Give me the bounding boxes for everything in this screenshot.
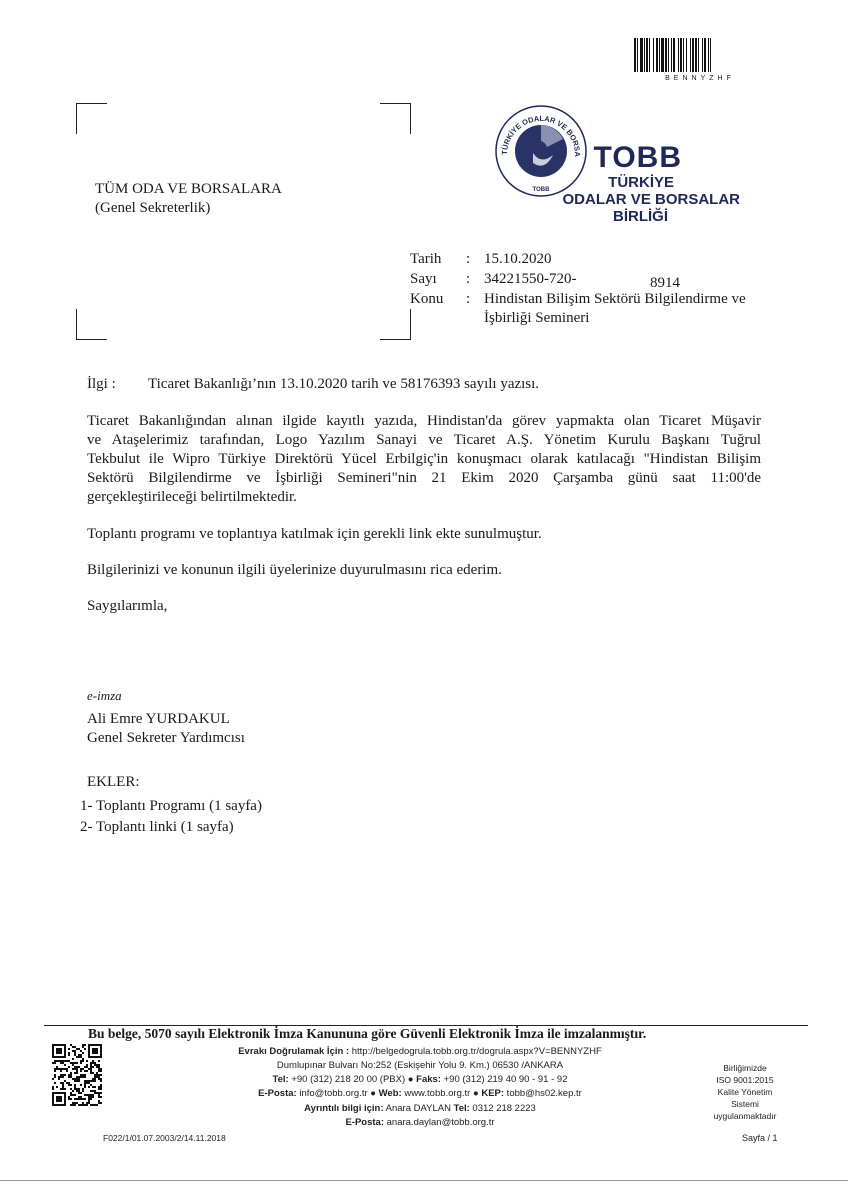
iso-line: Kalite Yönetim [717, 1087, 773, 1097]
seal-inner-text: TOBB [532, 187, 550, 193]
e-signature-notice: Bu belge, 5070 sayılı Elektronik İmza Kanununa göre Güvenli Elektronik İmza ile imzalanmıştır. [88, 1026, 647, 1041]
logo-acronym: TOBB [593, 141, 682, 174]
recipient-block [95, 180, 282, 218]
number-suffix: 8914 [650, 275, 680, 291]
paragraph-line: Sektörü Bilgilendirme ve İşbirliği Semineri"nin 21 Ekim 2020 Çarşamba günü saat 11:00'de [87, 470, 761, 486]
subject-line-2: İşbirliği Semineri [484, 310, 590, 326]
kep-label: KEP: [481, 1088, 505, 1099]
date-value: 15.10.2020 [484, 251, 552, 267]
meta-colon: : [466, 251, 471, 267]
paragraph-line: Ticaret Bakanlığından alınan ilgide kayıtlı yazıda, Hindistan'da görev yapmakta olan Ticaret Müşavir [87, 413, 761, 429]
detail-tel: 0312 218 2223 [469, 1103, 536, 1114]
address-corner-bottom-left [76, 309, 107, 340]
iso-line: uygulanmaktadır [713, 1111, 777, 1121]
kep-value: tobb@hs02.kep.tr [504, 1088, 582, 1099]
verify-label: Evrakı Doğrulamak İçin : [238, 1046, 350, 1057]
barcode-code: BENNYZHF [665, 75, 735, 82]
verify-line [190, 1046, 650, 1058]
body-paragraph-3: Bilgilerinizi ve konunun ilgili üyelerinize duyurulmasını rica ederim. [87, 562, 502, 578]
logo-line-2: ODALAR VE BORSALAR [562, 191, 740, 208]
fax-label: Faks: [416, 1074, 441, 1085]
detail-name: Anara DAYLAN [383, 1103, 454, 1114]
paragraph-line: gerçekleştirileceği belirtilmektedir. [87, 489, 297, 505]
form-code: F022/1/01.07.2003/2/14.11.2018 [103, 1133, 226, 1143]
barcode-bars [634, 38, 766, 72]
recipient-department: (Genel Sekreterlik) [95, 200, 211, 216]
closing: Saygılarımla, [87, 598, 168, 614]
email-value[interactable]: info@tobb.org.tr ● [296, 1088, 379, 1099]
reference-label: İlgi : [87, 376, 116, 392]
phone-line [190, 1074, 650, 1086]
number-label: Sayı [410, 271, 437, 287]
address-corner-top-right [380, 103, 411, 134]
address-line: Dumlupınar Bulvarı No:252 (Eskişehir Yolu 9. Km.) 06530 /ANKARA [276, 1060, 564, 1071]
detail-label: Ayrıntılı bilgi için: [304, 1103, 384, 1114]
reference-text: Ticaret Bakanlığı’nın 13.10.2020 tarih ve 58176393 sayılı yazısı. [148, 376, 540, 392]
e-imza-mark: e-imza [87, 688, 122, 703]
tobb-wordmark [540, 142, 740, 225]
tel-value: +90 (312) 218 20 00 (PBX) ● [288, 1074, 417, 1085]
qr-code-icon [52, 1044, 102, 1106]
web-label: Web: [378, 1088, 402, 1099]
logo-line-1: TÜRKİYE [608, 174, 674, 191]
subject-label: Konu [410, 291, 444, 307]
attachments-heading: EKLER: [87, 774, 140, 790]
seal-text: TÜRKİYE ODALAR VE BORSA [499, 113, 583, 157]
web-value[interactable]: www.tobb.org.tr ● [401, 1088, 482, 1099]
iso-line: Birliğimizde [723, 1063, 767, 1073]
detail-tel-label: Tel: [453, 1103, 470, 1114]
barcode [634, 38, 766, 82]
detail-email-line [190, 1117, 650, 1129]
verify-url[interactable]: http://belgedogrula.tobb.org.tr/dogrula.aspx?V=BENNYZHF [349, 1046, 602, 1057]
contact-line [190, 1088, 650, 1100]
fax-value: +90 (312) 219 40 90 - 91 - 92 [440, 1074, 568, 1085]
subject-line-1: Hindistan Bilişim Sektörü Bilgilendirme ve [484, 291, 746, 307]
attachment-item: 1- Toplantı Programı (1 sayfa) [80, 798, 262, 814]
logo-line-3: BİRLİĞİ [613, 208, 668, 225]
page-number: Sayfa / 1 [742, 1133, 778, 1143]
iso-notice [700, 1062, 790, 1122]
body-paragraph-1 [87, 412, 761, 507]
body-paragraph-2: Toplantı programı ve toplantıya katılmak için gerekli link ekte sunulmuştur. [87, 526, 542, 542]
detail-email[interactable]: anara.daylan@tobb.org.tr [384, 1117, 495, 1128]
detail-contact-line [190, 1103, 650, 1115]
email-label: E-Posta: [258, 1088, 297, 1099]
date-label: Tarih [410, 251, 442, 267]
signatory-name: Ali Emre YURDAKUL [87, 711, 230, 727]
attachments-list [80, 796, 262, 838]
paragraph-line: Tekbulut ile Wipro Türkiye Direktörü Yücel Erbilgiç'in konuşmacı olarak katılacağı "Hindistan Bilişim [87, 451, 761, 467]
iso-line: ISO 9001:2015 [716, 1075, 774, 1085]
signatory-title: Genel Sekreter Yardımcısı [87, 730, 245, 746]
number-value: 34221550-720- [484, 271, 577, 287]
tel-label: Tel: [272, 1074, 289, 1085]
recipient-line: TÜM ODA VE BORSALARA [95, 181, 282, 197]
meta-colon: : [466, 291, 471, 307]
attachment-item: 2- Toplantı linki (1 sayfa) [80, 819, 234, 835]
address-corner-top-left [76, 103, 107, 134]
page-edge-line [0, 1180, 848, 1181]
paragraph-line: ve Ataşelerimiz tarafından, Logo Yazılım Sanayi ve Ticaret A.Ş. Yönetim Kurulu Başkanı Tuğrul [87, 432, 761, 448]
meta-colon: : [466, 271, 471, 287]
iso-line: Sistemi [731, 1099, 759, 1109]
barcode-gap [711, 38, 713, 72]
detail-email-label: E-Posta: [345, 1117, 384, 1128]
address-corner-bottom-right [380, 309, 411, 340]
